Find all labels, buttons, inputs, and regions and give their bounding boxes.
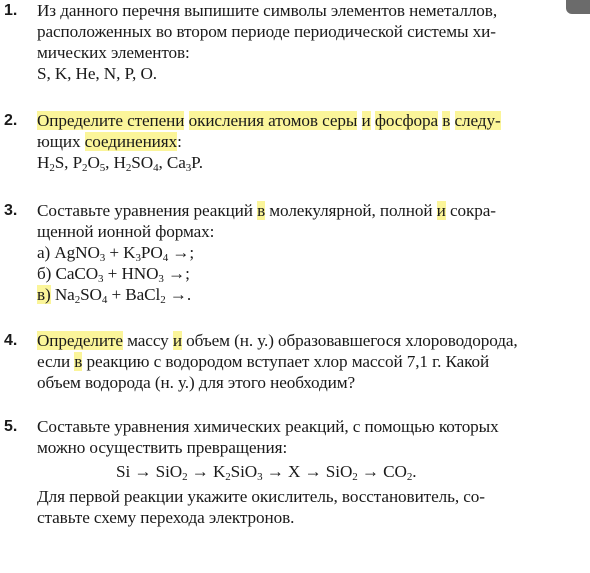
text-line: расположенных во втором периоде периодической системы хи-: [37, 22, 496, 41]
formula-part: → CO: [357, 462, 407, 481]
task-4: [0, 330, 570, 393]
highlighted-text: окисления атомов серы: [188, 111, 358, 130]
formula-part: + HNO: [103, 264, 159, 283]
subscript: 3: [98, 273, 104, 285]
highlighted-text: Определите: [37, 331, 123, 350]
formula-part: + K: [105, 243, 136, 262]
highlighted-text: следу-: [454, 111, 501, 130]
task-number: 4.: [4, 332, 18, 349]
subscript: 2: [49, 162, 55, 174]
text-span: ющих: [37, 132, 85, 151]
text-line: мических элементов:: [37, 43, 190, 62]
text-line: [37, 131, 570, 152]
highlighted-text: и: [172, 331, 182, 350]
text-line: щенной ионной формах:: [37, 222, 215, 241]
formula-part: S, P: [54, 153, 83, 172]
task-5: [0, 416, 570, 528]
text-line: [37, 330, 570, 351]
text-line: объем водорода (н. у.) для этого необходим?: [37, 373, 356, 392]
text-span: молекулярной, полной: [265, 201, 437, 220]
text-span: массу: [122, 331, 173, 350]
task-number: 5.: [4, 418, 18, 435]
highlighted-text: в): [37, 285, 51, 304]
formula-part: б) CaCO: [37, 264, 99, 283]
highlighted-text: в: [74, 352, 83, 371]
formula-part: SiO: [230, 462, 258, 481]
highlighted-text: и: [361, 111, 371, 130]
text-span: если: [37, 352, 75, 371]
text-line: можно осуществить превращения:: [37, 438, 288, 457]
subscript: 2: [352, 471, 358, 483]
subscript: 2: [225, 471, 231, 483]
formula-part: SO: [80, 285, 102, 304]
formula-part: Na: [50, 285, 75, 304]
element-list: S, K, He, N, P, O.: [37, 64, 157, 83]
subscript: 3: [158, 273, 164, 285]
subscript: 3: [185, 162, 192, 174]
task-2: [0, 110, 570, 173]
text-span: объем (н. у.) образовавшегося хлороводорода,: [181, 331, 518, 350]
reaction-b: [37, 263, 570, 284]
subscript: 3: [135, 252, 141, 264]
formula-part: →.: [165, 285, 192, 304]
reaction-a: [37, 242, 570, 263]
text-span: сокра-: [445, 201, 496, 220]
subscript: 3: [99, 252, 106, 264]
formula-line: [37, 152, 570, 173]
subscript: 3: [257, 471, 263, 483]
formula-part: O: [87, 153, 100, 172]
highlighted-text: фосфора: [374, 111, 439, 130]
task-text: [37, 200, 570, 305]
task-text: [37, 0, 570, 84]
task-number: 2.: [4, 112, 18, 129]
highlighted-text: и: [436, 201, 446, 220]
task-text: [37, 330, 570, 393]
highlighted-text: соединениях: [84, 132, 178, 151]
formula-part: SO: [131, 153, 154, 172]
highlighted-text: в: [257, 201, 266, 220]
formula-part: P.: [191, 153, 203, 172]
formula-part: + BaCl: [107, 285, 161, 304]
text-line: Для первой реакции укажите окислитель, восстановитель, со-: [37, 487, 485, 506]
subscript: 4: [153, 162, 159, 174]
text-span: :: [177, 132, 182, 151]
subscript: 2: [160, 294, 166, 306]
task-number: 1.: [4, 2, 18, 19]
subscript: 4: [162, 252, 169, 264]
formula-part: PO: [140, 243, 163, 262]
transformation-chain: [37, 458, 570, 486]
text-line: [37, 351, 570, 372]
text-line: ставьте схему перехода электронов.: [37, 508, 295, 527]
formula-part: H: [37, 153, 50, 172]
formula-part: , H: [105, 153, 126, 172]
text-line: Составьте уравнения химических реакций, с помощью которых: [37, 417, 499, 436]
task-text: [37, 416, 570, 528]
task-number: 3.: [4, 202, 18, 219]
formula-part: .: [412, 462, 417, 481]
formula-part: Si → SiO: [116, 462, 183, 481]
task-1: [0, 0, 570, 84]
task-text: [37, 110, 570, 173]
text-span: Составьте уравнения реакций: [37, 201, 258, 220]
formula-part: →;: [163, 264, 190, 283]
task-3: [0, 200, 570, 305]
formula-part: → X → SiO: [262, 462, 353, 481]
formula-part: →;: [168, 243, 195, 262]
subscript: 2: [182, 471, 188, 483]
text-span: реакцию с водородом вступает хлор массой 7,1 г. Какой: [82, 352, 490, 371]
formula-part: а) AgNO: [37, 243, 100, 262]
formula-part: , Ca: [158, 153, 186, 172]
subscript: 2: [82, 162, 88, 174]
reaction-c: [37, 284, 570, 305]
subscript: 4: [101, 294, 108, 306]
text-line: Из данного перечня выпишите символы элементов неметаллов,: [37, 1, 498, 20]
subscript: 2: [125, 162, 132, 174]
formula-part: → K: [187, 462, 226, 481]
text-line: [37, 200, 570, 221]
subscript: 2: [406, 471, 413, 483]
highlighted-text: Определите степени: [37, 111, 185, 130]
subscript: 5: [99, 162, 106, 174]
highlighted-text: в: [442, 111, 451, 130]
text-line: [37, 110, 570, 131]
subscript: 2: [74, 294, 81, 306]
